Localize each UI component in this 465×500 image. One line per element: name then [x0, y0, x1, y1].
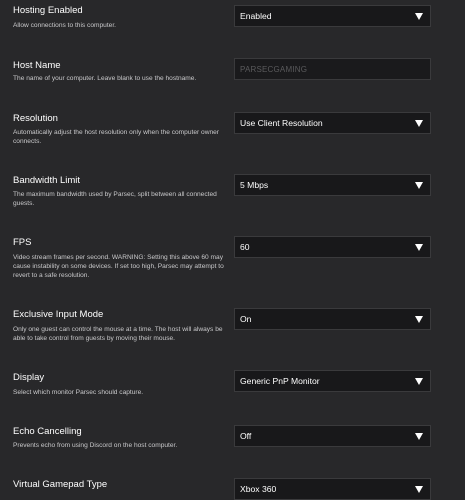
virtual-gamepad-type-select[interactable]: [234, 478, 431, 500]
caret-down-icon: [415, 486, 423, 493]
host-name-input[interactable]: [234, 58, 431, 80]
display-select[interactable]: [234, 370, 431, 392]
setting-label: Exclusive Input Mode: [13, 309, 104, 320]
resolution-select[interactable]: [234, 112, 431, 134]
setting-label: Display: [13, 372, 45, 383]
caret-down-icon: [415, 433, 423, 440]
select-value: 60: [240, 242, 250, 252]
setting-description: The name of your computer. Leave blank to use the hostname.: [13, 75, 197, 82]
select-value: Xbox 360: [240, 484, 277, 494]
setting-label: FPS: [13, 237, 32, 248]
fps-select[interactable]: [234, 236, 431, 258]
select-value: Off: [240, 431, 252, 441]
select-value: Enabled: [240, 11, 272, 21]
bandwidth-limit-select[interactable]: [234, 174, 431, 196]
setting-description: Select which monitor Parsec should capture.: [13, 389, 144, 396]
caret-down-icon: [415, 316, 423, 323]
setting-description: Video stream frames per second. WARNING: Setting this above 60 may cause instability on some devices. If set too high, Parsec may attempt to revert to a safe resolution.: [13, 254, 224, 279]
setting-label: Bandwidth Limit: [13, 175, 81, 186]
setting-description: Only one guest can control the mouse at a time. The host will always be able to take control from guests by moving their mouse.: [13, 326, 223, 342]
setting-description: Allow connections to this computer.: [13, 22, 116, 29]
hosting-enabled-select[interactable]: [234, 5, 431, 27]
setting-label: Echo Cancelling: [13, 426, 82, 437]
select-value: Use Client Resolution: [240, 118, 323, 128]
select-value: Generic PnP Monitor: [240, 376, 320, 386]
setting-label: Resolution: [13, 113, 58, 124]
setting-label: Hosting Enabled: [13, 5, 83, 16]
caret-down-icon: [415, 182, 423, 189]
caret-down-icon: [415, 378, 423, 385]
setting-label: Host Name: [13, 60, 61, 71]
caret-down-icon: [415, 244, 423, 251]
setting-description: Prevents echo from using Discord on the host computer.: [13, 442, 178, 449]
select-value: On: [240, 314, 252, 324]
setting-description: Automatically adjust the host resolution only when the computer owner connects.: [13, 129, 219, 145]
exclusive-input-mode-select[interactable]: [234, 308, 431, 330]
setting-description: The maximum bandwidth used by Parsec, split between all connected guests.: [13, 191, 217, 207]
echo-cancelling-select[interactable]: [234, 425, 431, 447]
caret-down-icon: [415, 120, 423, 127]
setting-label: Virtual Gamepad Type: [13, 479, 108, 490]
caret-down-icon: [415, 13, 423, 20]
select-value: 5 Mbps: [240, 180, 269, 190]
